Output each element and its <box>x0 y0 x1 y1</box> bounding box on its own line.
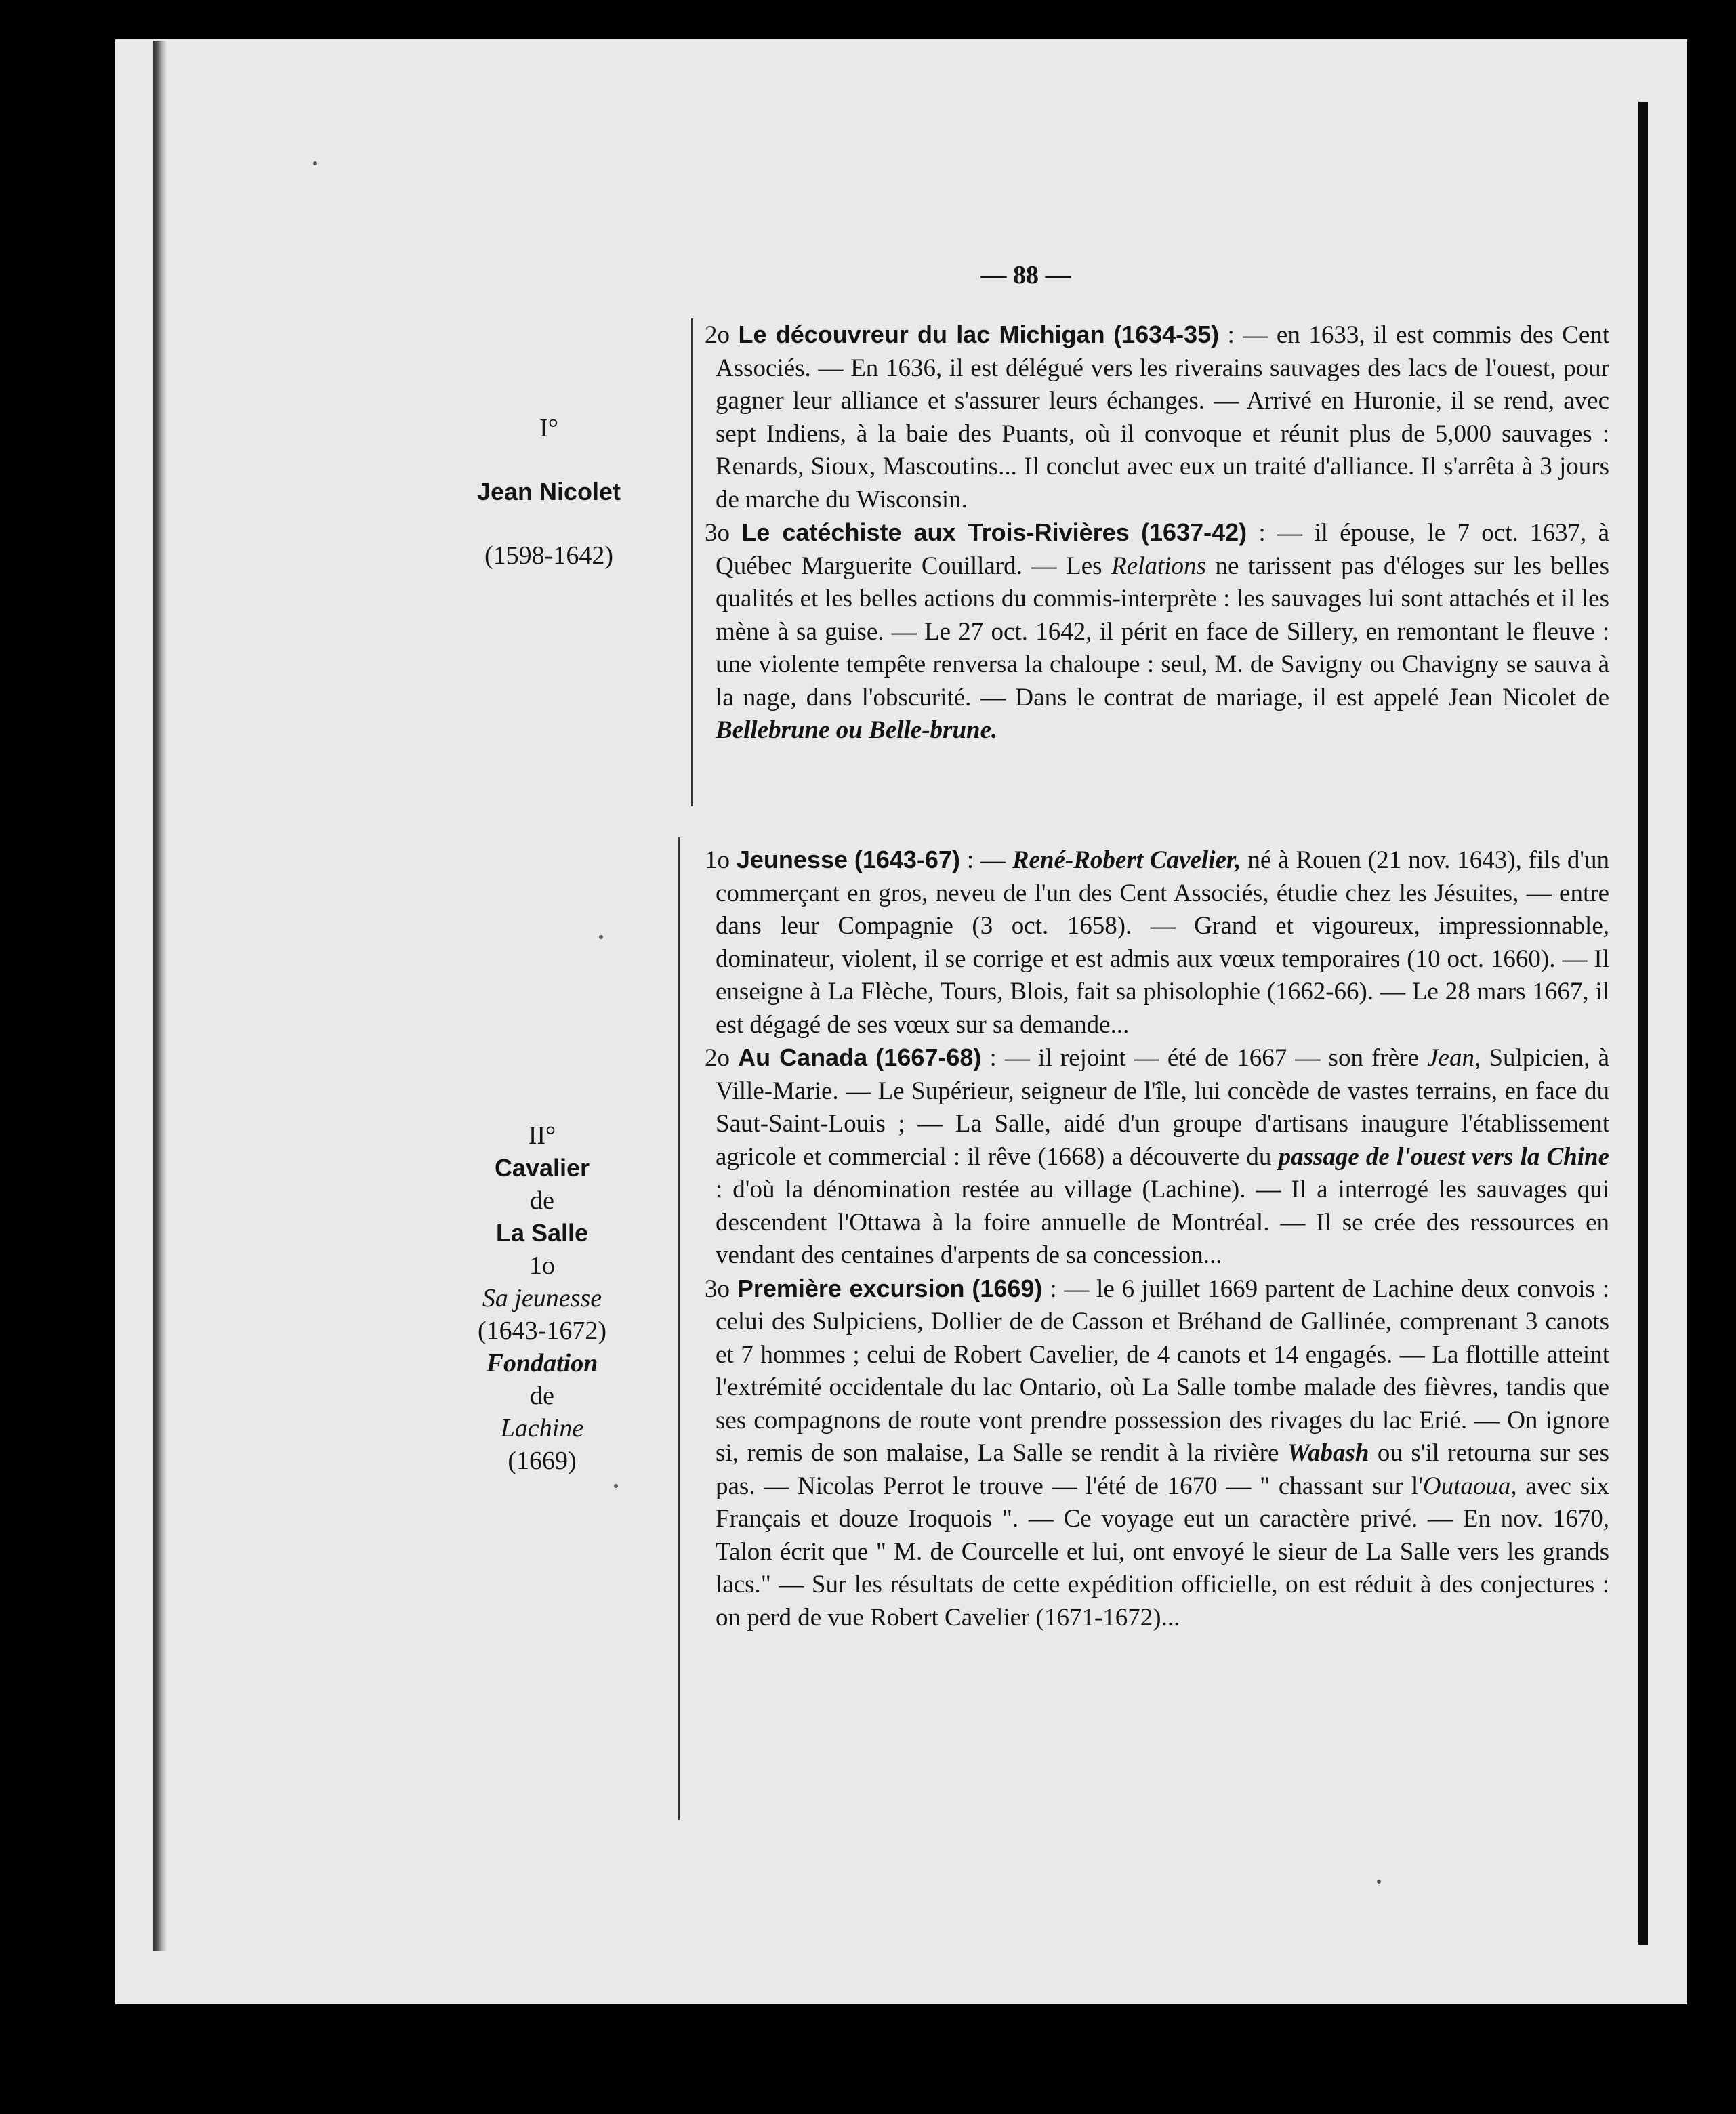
section-2-name-2: La Salle <box>495 1219 589 1247</box>
speck <box>1377 1880 1381 1884</box>
paragraph-number: 3o <box>705 519 730 547</box>
section-1-body <box>705 318 1609 747</box>
section-2-name-de: de <box>530 1186 554 1215</box>
paragraph <box>705 1272 1609 1635</box>
paragraph-number: 3o <box>705 1274 730 1303</box>
paragraph-text: : — il épouse, le 7 oct. 1637, à Québec Marguerite Couillard. — Les <box>716 519 1610 580</box>
paragraph <box>705 318 1609 516</box>
section-2-body <box>705 844 1609 1634</box>
paragraph-heading: Au Canada <box>738 1043 868 1071</box>
section-1-name: Jean Nicolet <box>476 478 621 505</box>
section-1-dates: (1598-1642) <box>484 541 613 570</box>
section-1-sidebar <box>447 412 650 572</box>
section-2-sub-title: Sa jeunesse <box>482 1284 602 1312</box>
paragraph <box>705 1041 1609 1272</box>
paragraph-number: 1o <box>705 846 730 874</box>
section-2-sub-dates: (1643-1672) <box>478 1317 606 1345</box>
speck <box>599 935 603 939</box>
paragraph-text: avec six Français et douze Iroquois ". — Ce voyage eut un caractère privé. — En nov. 1670, Talon écrit que " M. de Courcelle et lui, ont envoyé le sieur de La Salle vers les grands lacs." — Sur les résultats de cette expédition officielle, on est réduit à des conjectures : on perd de vue Robert Cavelier (1671-1672)... <box>716 1472 1609 1632</box>
section-2-sub-title2: Fondation <box>486 1349 598 1377</box>
italic-text: passage de l'ouest vers la Chine <box>1278 1142 1610 1171</box>
paragraph <box>705 516 1609 747</box>
italic-text: Bellebrune ou Belle-brune. <box>716 716 998 744</box>
section-2-name-1: Cavalier <box>494 1154 590 1182</box>
paragraph-text: : — le 6 juillet 1669 partent de Lachine deux convois : celui des Sulpiciens, Dollier de de Casson et Bréhand de Gallinée, comprenant 3 canots et 7 hommes ; celui de Robert Cavelier, de 4 canots et 14 engagés. — La flottille atteint l'extrémité occidentale du lac Ontario, où La Salle tombe malade des fièvres, tandis que ses compagnons de route vont prendre possession des rivages du lac Erié. — On ignore si, remis de son malaise, La Salle se rendit à la rivière <box>716 1274 1609 1467</box>
paragraph <box>705 844 1609 1041</box>
section-2-sub-num: 1o <box>529 1251 555 1280</box>
paragraph-heading: Première excursion <box>737 1274 965 1302</box>
italic-text: Outaoua, <box>1422 1472 1517 1500</box>
paragraph-heading-dates: (1667-68) <box>875 1043 982 1071</box>
paragraph-text: : d'où la dénomination restée au village (Lachine). — Il a interrogé les sauvages qui descendent l'Ottawa à la foire annuelle de Montréal. — Il se crée des ressources en vendant des centaines d'arpents de sa concession... <box>716 1176 1609 1269</box>
paragraph-text: ne tarissent pas d'éloges sur les belles qualités et les belles actions du commis-interprète : les sauvages lui sont attachés et il les mène à sa guise. — Le 27 oct. 1642, il périt en face de Sillery, en remontant le fleuve : une violente tempête renversa la chaloupe : seul, M. de Savigny ou Chavigny se sauva à la nage, dans l'obscurité. — Dans le contrat de mariage, il est appelé Jean Nicolet de <box>716 552 1609 711</box>
speck <box>614 1484 618 1488</box>
italic-text: René-Robert Cavelier, <box>1012 846 1241 874</box>
italic-text: Relations <box>1111 552 1206 580</box>
italic-text: Jean, <box>1427 1044 1481 1072</box>
section-2-brace <box>678 837 689 1820</box>
speck <box>313 161 317 165</box>
paragraph-number: 2o <box>705 1044 730 1072</box>
paragraph-text: Sulpicien, à Ville-Marie. — Le Supérieur, seigneur de l'île, lui concède de vastes terrains, en face du Saut-Saint-Louis ; — La Salle, aidé d'un groupe d'artisans inaugure l'établissement agricole et commercial : il rêve (1668) a découverte du <box>716 1044 1609 1171</box>
paragraph-heading: Le catéchiste aux Trois-Rivières <box>741 518 1130 546</box>
paragraph-heading-dates: (1634-35) <box>1113 320 1220 348</box>
section-2-sub-de: de <box>530 1382 554 1410</box>
paragraph-text: né à Rouen (21 nov. 1643), fils d'un commerçant en gros, neveu de l'un des Cent Associés, étudie chez les Jésuites, — entre dans leur Compagnie (3 oct. 1658). — Grand et vigoureux, impressionnable, dominateur, violent, il se corrige et est admis aux vœux temporaires (10 oct. 1660). — Il enseigne à La Flèche, Tours, Blois, fait sa phisolophie (1662-66). — Le 28 mars 1667, il est dégagé de ses vœux sur sa demande... <box>716 846 1610 1039</box>
paragraph-text: : — il rejoint — été de 1667 — son frère <box>981 1044 1428 1072</box>
paragraph-text: : — <box>959 846 1012 874</box>
page-number: — 88 — <box>980 261 1071 289</box>
paragraph-heading-dates: (1643-67) <box>854 846 960 873</box>
paragraph-heading-dates: (1669) <box>972 1274 1043 1302</box>
paragraph-number: 2o <box>705 321 730 349</box>
section-2-sub-place: Lachine <box>500 1414 584 1443</box>
paragraph-text: : — en 1633, il est commis des Cent Associés. — En 1636, il est délégué vers les riverains sauvages des lacs de l'ouest, pour gagner leur alliance et s'assurer leurs échanges. — Arrivé en Huronie, il se rend, avec sept Indiens, à la baie des Puants, où il convoque et réunit plus de 5,000 sauvages : Renards, Sioux, Mascoutins... Il conclut avec eux un traité d'alliance. Il s'arrêta à 3 jours de marche du Wisconsin. <box>716 321 1610 514</box>
page-right-edge <box>1638 102 1648 1945</box>
page-binding-edge <box>153 41 167 1951</box>
paragraph-heading: Le découvreur du lac Michigan <box>738 320 1105 348</box>
paragraph-text: ou s'il retourna sur ses pas. — Nicolas Perrot le trouve — l'été de 1670 — " chassant sur l' <box>716 1439 1609 1500</box>
section-1-numeral: I° <box>539 414 558 442</box>
paragraph-heading: Jeunesse <box>736 846 848 873</box>
section-2-sidebar <box>420 1119 664 1477</box>
italic-text: Wabash <box>1287 1439 1369 1467</box>
section-2-sub-year: (1669) <box>508 1447 577 1475</box>
paragraph-heading-dates: (1637-42) <box>1141 518 1247 546</box>
section-2-numeral: II° <box>528 1121 556 1150</box>
section-1-brace <box>691 318 703 806</box>
